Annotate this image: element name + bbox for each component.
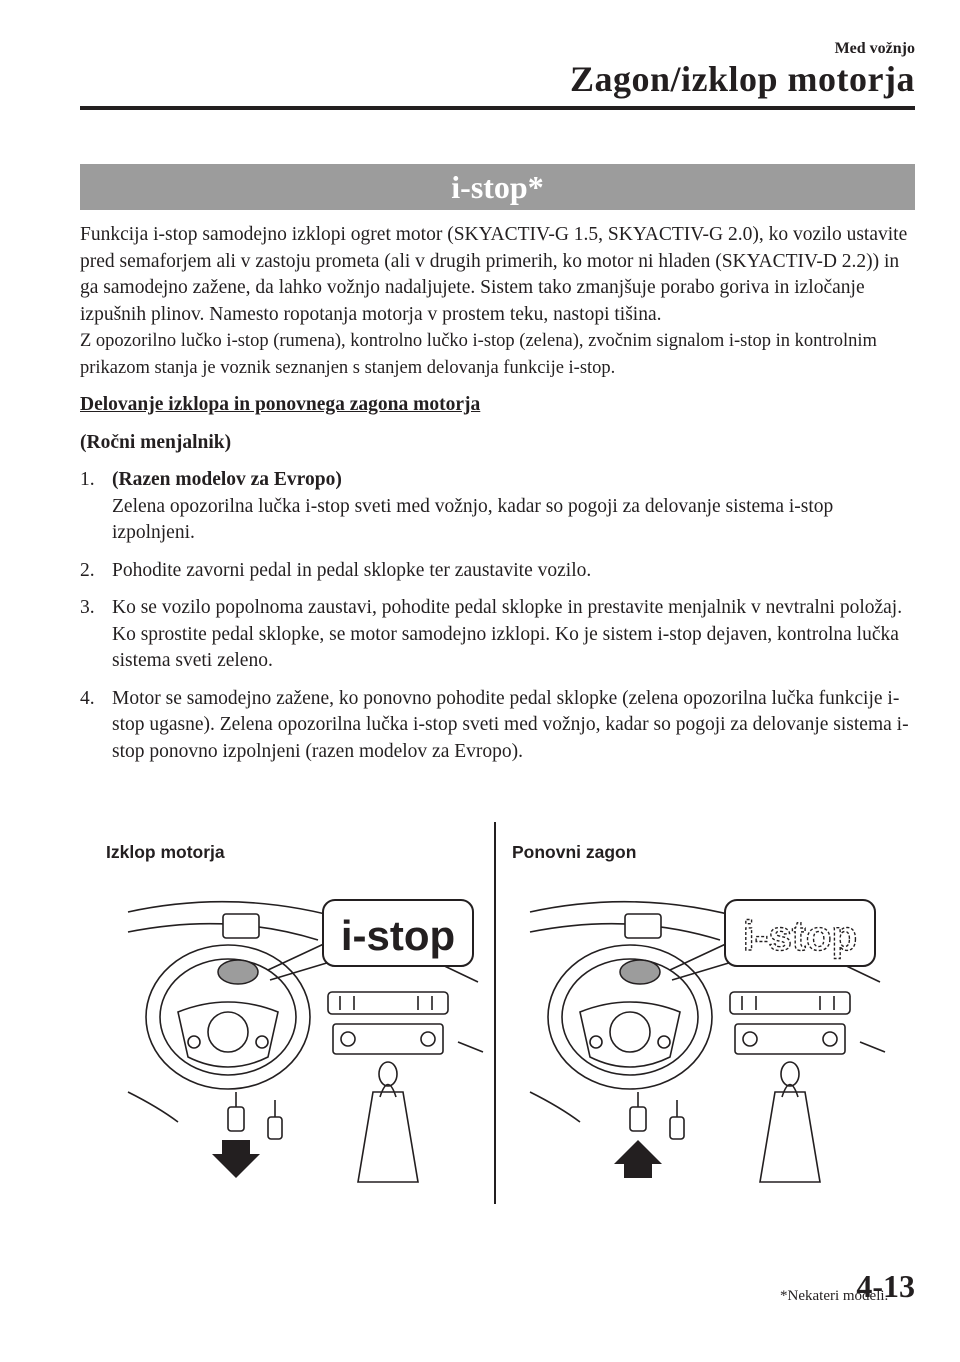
step-text: Motor se samodejno zažene, ko ponovno pohodite pedal sklopke (zelena opozorilna lučka funkcije i-stop ugasne). Zelena opozorilna lučka i-stop sveti med vožnjo, kadar so pogoji za delovanje sistema i-stop ponovno izpolnjeni (razen modelov za Evropo). bbox=[112, 687, 909, 762]
step-text: Zelena opozorilna lučka i-stop sveti med vožnjo, kadar so pogoji za delovanje sistema i-stop izpolnjeni. bbox=[112, 495, 834, 543]
step-number: 1. bbox=[80, 469, 95, 490]
subheading: Delovanje izklopa in ponovnega zagona motorja bbox=[80, 394, 481, 415]
header-rule bbox=[80, 106, 915, 110]
body-text bbox=[80, 222, 915, 765]
figure-label-engine-stop: Izklop motorja bbox=[106, 842, 225, 862]
subheading-manual: (Ročni menjalnik) bbox=[80, 431, 232, 453]
step-text: Ko se vozilo popolnoma zaustavi, pohodite pedal sklopke in prestavite menjalnik v nevtralni položaj. Ko sprostite pedal sklopke, se motor samodejno izklopi. Ko je sistem i-stop dejaven, kontrolna lučka sistema sveti zeleno. bbox=[112, 597, 903, 671]
figure-istop-illustration bbox=[100, 822, 890, 1204]
header-title: Zagon/izklop motorja bbox=[569, 59, 915, 99]
step-number: 3. bbox=[80, 597, 95, 618]
header-section-name: Med vožnjo bbox=[834, 40, 915, 57]
list-item bbox=[80, 558, 915, 585]
intro-paragraph-2: Z opozorilno lučko i-stop (rumena), kontrolno lučko i-stop (zelena), zvočnim signalom i-stop in kontrolnim prikazom stanja je voznik seznanjen s stanjem delovanja funkcije i-stop. bbox=[80, 331, 877, 378]
step-bold-note: (Razen modelov za Evropo) bbox=[112, 469, 342, 490]
step-number: 2. bbox=[80, 559, 95, 581]
indicator-istop-off: i-stop bbox=[742, 912, 858, 959]
list-item bbox=[80, 467, 915, 547]
list-item bbox=[80, 686, 915, 766]
dashboard-illustration-engine-stop bbox=[118, 892, 488, 1192]
intro-paragraph-1: Funkcija i-stop samodejno izklopi ogret motor (SKYACTIV-G 1.5, SKYACTIV-G 2.0), ko vozilo ustavite pred semaforjem ali v zastoju prometa (ali v drugih primerih, ko motor ni hladen (SKYACTIV-D 2.2)) in ga samodejno zažene, da lahko vožnjo nadaljujete. Sistem tako zmanjšuje porabo goriva in izločanje izpušnih plinov. Namesto ropotanja motorja v prostem teku, nastopi tišina. bbox=[80, 224, 908, 325]
section-title-bar: i-stop* bbox=[80, 164, 915, 210]
dashboard-illustration-engine-restart bbox=[522, 892, 890, 1192]
footer-note: *Nekateri modeli. bbox=[780, 1288, 889, 1304]
steps-list bbox=[80, 467, 915, 765]
figure-label-engine-restart: Ponovni zagon bbox=[512, 842, 637, 862]
list-item bbox=[80, 595, 915, 675]
indicator-istop-lit: i-stop bbox=[340, 912, 456, 959]
step-number: 4. bbox=[80, 687, 95, 709]
page-number: 4-13 bbox=[856, 1268, 915, 1304]
figure-divider bbox=[494, 822, 496, 1204]
step-text: Pohodite zavorni pedal in pedal sklopke ter zaustavite vozilo. bbox=[112, 559, 592, 581]
